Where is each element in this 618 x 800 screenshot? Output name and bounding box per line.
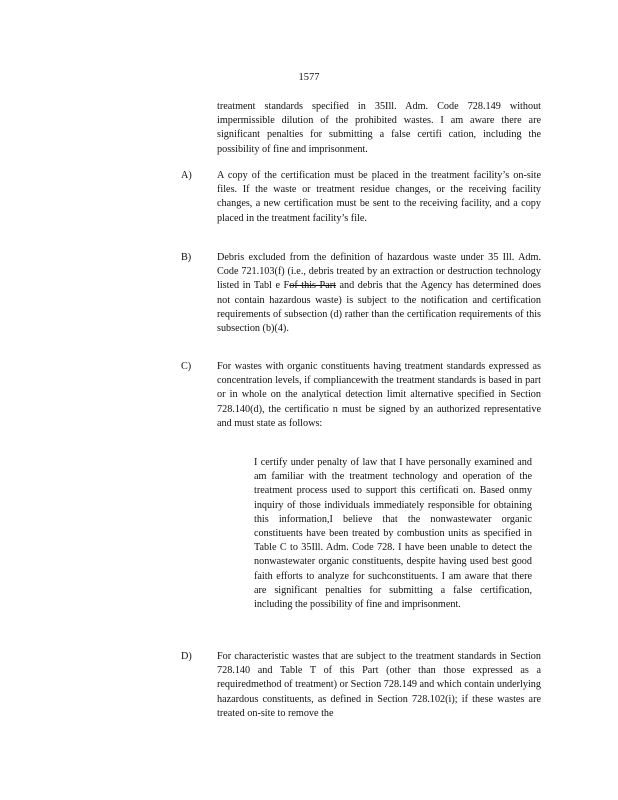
item-d-label: D) bbox=[181, 651, 192, 662]
item-c-text: For wastes with organic constituents having treatment standards expressed as concentration levels, if compliancewith the treatment standards is based in part or in whole on the analytical detection limit alternative specified in Section 728.140(d), the certificatio n must be signed by an authorized representative and must state as follows: bbox=[217, 361, 541, 429]
certification-quote: I certify under penalty of law that I have personally examined and am familiar with the treatment technology and operation of the treatment process used to support this certificati on. Based onmy inquiry of those individuals immediately responsible for obtaining this information,I believe that the nonwastewater organic constituents have been treated by combustion units as specified in Table C to 35Ill. Adm. Code 728. I have been unable to detect the nonwastewater organic constituents, despite having used best good faith efforts to analyze for suchconstituents. I am aware that there are significant penalties for submitting a false certification, including the possibility of fine and imprisonment. bbox=[254, 457, 532, 611]
item-b-struck-text: of this Part bbox=[289, 280, 336, 292]
item-b-text bbox=[217, 251, 541, 336]
item-b-text-before: Debris excluded from the definition of hazardous waste under 35 Ill. Adm. Code 721.103(f) (i.e., debris treated by an extraction or destruction technology listed in Tabl e F bbox=[217, 252, 541, 292]
page-number: 1577 bbox=[298, 72, 320, 83]
item-b-text-after: and debris that the Agency has determined does not contain hazardous waste) is subject to the notification and certification requirements of subsection (d) rather than the certification requirements of this subsection (b)(4). bbox=[217, 280, 541, 335]
item-b-label: B) bbox=[181, 252, 192, 263]
item-c-label: C) bbox=[181, 361, 192, 372]
item-a-text: A copy of the certification must be placed in the treatment facility’s on-site files. If the waste or treatment residue changes, or the receiving facility changes, a new certification must be sent to the receiving facility, and a copy placed in the treatment facility’s file. bbox=[217, 170, 541, 224]
item-d-text: For characteristic wastes that are subject to the treatment standards in Section 728.140 and Table T of this Part (other than those expressed as a requiredmethod of treatment) or Section 728.149 and which contain underlying hazardous constituents, as defined in Section 728.102(i); if these wastes are treated on-site to remove the bbox=[217, 651, 541, 719]
intro-paragraph: treatment standards specified in 35Ill. Adm. Code 728.149 without impermissible dilution of the prohibited wastes. I am aware there are significant penalties for submitting a false certifi cation, including the possibility of fine and imprisonment. bbox=[217, 101, 541, 155]
item-a-label: A) bbox=[181, 170, 192, 181]
